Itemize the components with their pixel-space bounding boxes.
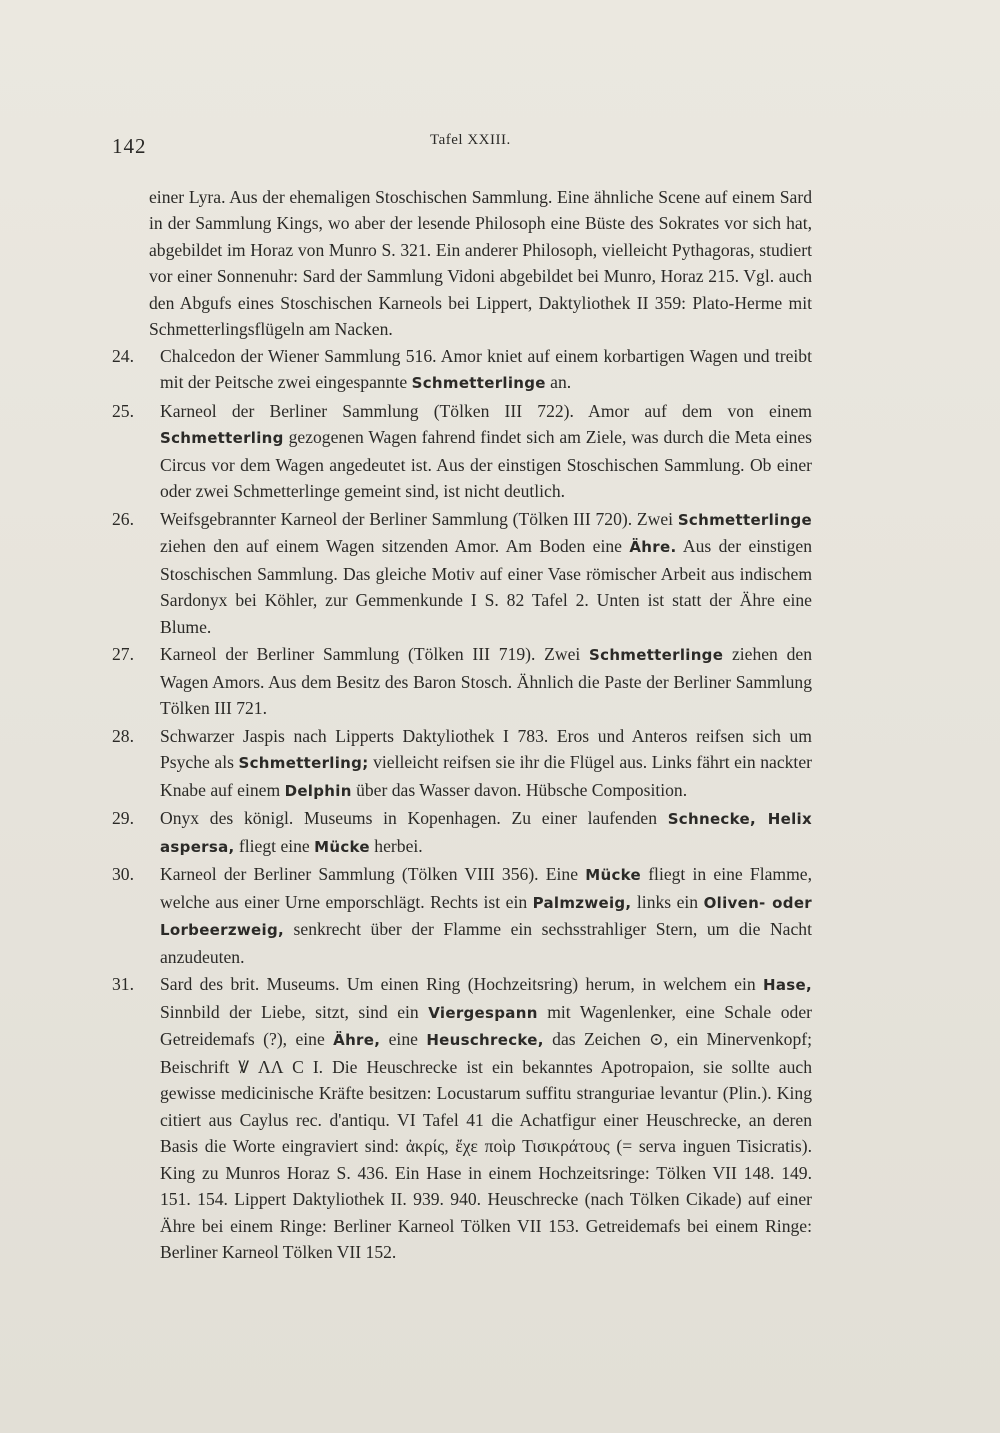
catalog-entry: [112, 398, 812, 505]
entry-number: 24.: [112, 345, 134, 366]
entry-text: Weifsgebrannter Karneol der Berliner Sammlung (Tölken III 720). Zwei Schmetterlinge ziehen den auf einem Wagen sitzenden Amor. Am Boden eine Ähre. Aus der einstigen Stoschischen Sammlung. Das gleiche Motiv auf einer Vase römischer Arbeit aus indischem Sardonyx bei Köhler, zur Gemmenkunde I S. 82 Tafel 2. Unten ist statt der Ähre eine Blume.: [160, 508, 812, 637]
catalog-entry: [112, 723, 812, 805]
entry-number: 30.: [112, 864, 134, 885]
bold-term: Hase,: [763, 976, 812, 995]
entry-number: 26.: [112, 508, 134, 529]
entry-number: 31.: [112, 974, 134, 995]
page-body: [112, 166, 812, 1266]
entry-text: Karneol der Berliner Sammlung (Tölken VIII 356). Eine Mücke fliegt in eine Flamme, welche aus einer Urne emporschlägt. Rechts ist ein Palmzweig, links ein Oliven- oder Lorbeerzweig, senkrecht über der Flamme ein sechsstrahliger Stern, um die Nacht anzudeuten.: [160, 864, 812, 967]
bold-term: Mücke: [314, 837, 370, 856]
bold-term: Heuschrecke,: [426, 1031, 544, 1050]
entry-text: Sard des brit. Museums. Um einen Ring (Hochzeitsring) herum, in welchem ein Hase, Sinnbild der Liebe, sitzt, sind ein Viergespann mit Wagenlenker, eine Schale oder Getreidemafs (?), eine Ähre, eine Heuschrecke, das Zeichen ⊙, ein Minervenkopf; Beischrift Ꝟ ΛΛ C I. Die Heuschrecke ist ein bekanntes Apotropaion, sie sollte auch gewisse medicinische Kräfte besitzen: Locustarum suffitu stranguriae levantur (Plin.). King citiert aus Caylus rec. d'antiqu. VI Tafel 41 die Achatfigur einer Heuschrecke, an deren Basis die Worte eingraviert sind: ἀκρίς, ἔχε ποὶρ Τισικράτους (= serva inguen Tisicratis). King zu Munros Horaz S. 436. Ein Hase in einem Hochzeitsringe: Tölken VII 148. 149. 151. 154. Lippert Daktyliothek II. 939. 940. Heuschrecke (nach Tölken Cikade) auf einer Ähre bei einem Ringe: Berliner Karneol Tölken VII 153. Getreidemafs bei einem Ringe: Berliner Karneol Tölken VII 152.: [160, 974, 812, 1263]
catalog-entry: [112, 861, 812, 970]
catalog-entry: [112, 805, 812, 860]
catalog-entry: [112, 641, 812, 722]
catalog-entry: [112, 343, 812, 397]
catalog-entry: [112, 971, 812, 1266]
entry-text: Onyx des königl. Museums in Kopenhagen. Zu einer laufenden Schnecke, Helix aspersa, fliegt eine Mücke herbei.: [160, 808, 812, 856]
bold-term: Delphin: [284, 781, 352, 800]
bold-term: Viergespann: [428, 1003, 538, 1022]
continuation-paragraph: einer Lyra. Aus der ehemaligen Stoschischen Sammlung. Eine ähnliche Scene auf einem Sard in der Sammlung Kings, wo aber der lesende Philosoph eine Büste des Sokrates vor sich hat, abgebildet im Horaz von Munro S. 321. Ein anderer Philosoph, vielleicht Pythagoras, studiert vor einer Sonnenuhr: Sard der Sammlung Vidoni abgebildet bei Munro, Horaz 215. Vgl. auch den Abgufs eines Stoschischen Karneols bei Lippert, Daktyliothek II 359: Plato-Herme mit Schmetterlingsflügeln am Nacken.: [149, 186, 812, 340]
bold-term: Mücke: [585, 866, 641, 885]
entry-number: 27.: [112, 644, 134, 665]
bold-term: Schmetterling: [160, 429, 284, 448]
entry-text: Karneol der Berliner Sammlung (Tölken III 719). Zwei Schmetterlinge ziehen den Wagen Amors. Aus dem Besitz des Baron Stosch. Ähnlich die Paste der Berliner Sammlung Tölken III 721.: [160, 644, 812, 719]
bold-term: Schmetterling;: [238, 754, 369, 773]
entry-number: 25.: [112, 400, 134, 421]
bold-term: Ähre,: [333, 1031, 381, 1050]
bold-term: Oliven- oder Lorbeerzweig,: [160, 893, 812, 940]
page-number: 142: [112, 134, 147, 158]
entry-text: Chalcedon der Wiener Sammlung 516. Amor kniet auf einem korbartigen Wagen und treibt mit der Peitsche zwei eingespannte Schmetterlinge an.: [160, 345, 812, 393]
bold-term: Ähre.: [629, 538, 677, 557]
entry-number: 29.: [112, 808, 134, 829]
entry-text: Schwarzer Jaspis nach Lipperts Daktyliothek I 783. Eros und Anteros reifsen sich um Psyche als Schmetterling; vielleicht reifsen sie ihr die Flügel aus. Links fährt ein nackter Knabe auf einem Delphin über das Wasser davon. Hübsche Composition.: [160, 725, 812, 800]
running-title: Tafel XXIII.: [430, 132, 511, 148]
bold-term: Schnecke, Helix aspersa,: [160, 810, 812, 856]
entry-number: 28.: [112, 725, 134, 746]
entry-text: Karneol der Berliner Sammlung (Tölken III 722). Amor auf dem von einem Schmetterling gezogenen Wagen fahrend findet sich am Ziele, was durch die Meta eines Circus vor dem Wagen angedeutet ist. Aus der einstigen Stoschischen Sammlung. Ob einer oder zwei Schmetterlinge gemeint sind, ist nicht deutlich.: [160, 400, 812, 502]
catalog-entry: [112, 506, 812, 641]
bold-term: Schmetterlinge: [677, 510, 812, 529]
bold-term: Schmetterlinge: [589, 646, 724, 665]
page-header: [0, 130, 1000, 170]
bold-term: Schmetterlinge: [411, 374, 546, 393]
bold-term: Palmzweig,: [532, 893, 632, 912]
